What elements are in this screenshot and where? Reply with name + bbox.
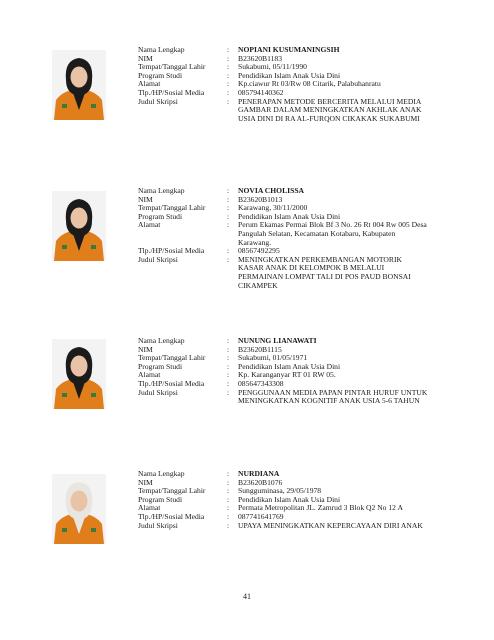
student-photo [52,339,106,409]
student-name: NUNUNG LIANAWATI [238,336,317,345]
colon: : [227,520,230,530]
student-photo [52,474,106,544]
student-info [138,470,428,530]
ttl-label: Tempat/Tanggal Lahir [138,353,206,363]
alamat-label: Alamat [138,370,161,380]
nim-label: NIM [138,344,153,354]
prodi-value: Pendidikan Islam Anak Usia Dini [238,361,341,371]
colon: : [227,486,230,496]
student-photo [52,191,106,261]
ttl-label: Tempat/Tanggal Lahir [138,203,206,213]
alamat-label: Alamat [138,79,161,89]
colon: : [227,53,230,63]
ttl-value: Sungguminasa, 29/05/1978 [238,486,322,496]
judul-label: Judul Skripsi [138,520,178,530]
colon: : [227,96,230,106]
nim-label: NIM [138,194,153,204]
colon: : [227,70,230,80]
alamat-value: Kp.ciawur Rt 03/Rw 08 Citarik, Palabuhanratu [238,79,381,89]
colon: : [227,494,230,504]
ttl-value: Sukabumi, 05/11/1990 [238,62,307,72]
name-row [138,187,428,196]
judul-value: PENERAPAN METODE BERCERITA MELALUI MEDIA GAMBAR DALAM MENINGKATKAN AKHLAK ANAK USIA DINI DI RA AL-FURQON CIKAKAK SUKABUMI [238,96,422,123]
prodi-label: Program Studi [138,70,183,80]
nim-label: NIM [138,477,153,487]
colon: : [227,344,230,354]
nim-value: B23620B1183 [238,53,283,63]
colon: : [227,370,230,380]
prodi-value: Pendidikan Islam Anak Usia Dini [238,211,341,221]
judul-value: PENGGUNAAN MEDIA PAPAN PINTAR HURUF UNTUK MENINGKATKAN KOGNITIF ANAK USIA 5-6 TAHUN [238,387,428,406]
judul-label: Judul Skripsi [138,254,178,264]
prodi-label: Program Studi [138,361,183,371]
name-label: Nama Lengkap [138,469,185,478]
tlp-label: Tlp./HP/Sosial Media [138,378,205,388]
colon: : [227,87,230,97]
judul-row [138,98,428,124]
nim-label: NIM [138,53,153,63]
nim-value: B23620B1013 [238,194,283,204]
colon: : [227,503,230,513]
judul-value: UPAYA MENINGKATKAN KEPERCAYAAN DIRI ANAK [238,520,423,530]
name-row [138,470,428,479]
colon: : [227,194,230,204]
nim-value: B23620B1076 [238,477,283,487]
student-name: NOPIANI KUSUMANINGSIH [238,45,340,54]
judul-label: Judul Skripsi [138,96,178,106]
nim-value: B23620B1115 [238,344,282,354]
alamat-value: Permata Metropolitan JL. Zamrud 3 Blok Q2 No 12 A [238,503,403,513]
alamat-row [138,221,428,247]
colon: : [227,45,230,54]
tlp-value: 085794140362 [238,87,284,97]
colon: : [227,361,230,371]
judul-label: Judul Skripsi [138,387,178,397]
prodi-label: Program Studi [138,494,183,504]
colon: : [227,254,230,264]
judul-row [138,522,428,531]
name-label: Nama Lengkap [138,45,185,54]
alamat-label: Alamat [138,220,161,230]
student-info [138,46,428,123]
colon: : [227,511,230,521]
ttl-label: Tempat/Tanggal Lahir [138,486,206,496]
tlp-value: 087741641769 [238,511,284,521]
colon: : [227,62,230,72]
colon: : [227,477,230,487]
ttl-value: Sukabumi, 01/05/1971 [238,353,308,363]
colon: : [227,79,230,89]
prodi-value: Pendidikan Islam Anak Usia Dini [238,70,341,80]
student-name: NOVIA CHOLISSA [238,186,305,195]
judul-row [138,389,428,406]
prodi-value: Pendidikan Islam Anak Usia Dini [238,494,341,504]
student-photo [52,50,106,120]
prodi-label: Program Studi [138,211,183,221]
colon: : [227,336,230,345]
name-label: Nama Lengkap [138,186,185,195]
colon: : [227,387,230,397]
tlp-label: Tlp./HP/Sosial Media [138,246,205,256]
student-name: NURDIANA [238,469,280,478]
judul-value: MENINGKATKAN PERKEMBANGAN MOTORIK KASAR ANAK DI KELOMPOK B MELALUI PERMAINAN LOMPAT TALI DI POS PAUD BONSAI CIKAMPEK [238,254,411,290]
student-info [138,337,428,406]
judul-row [138,256,428,290]
name-row [138,46,428,55]
colon: : [227,246,230,256]
student-info [138,187,428,290]
tlp-label: Tlp./HP/Sosial Media [138,87,205,97]
tlp-value: 08567492295 [238,246,280,256]
colon: : [227,220,230,230]
alamat-value: Kp. Karanganyar RT 01 RW 05. [238,370,336,380]
alamat-value: Perum Ekamas Permai Blok Bf 3 No. 26 Rt 004 Rw 005 Desa Pangulah Selatan, Kecamatan Kotabaru, Kabupaten Karawang. [238,220,427,247]
colon: : [227,186,230,195]
page-number: 41 [243,592,251,601]
colon: : [227,378,230,388]
colon: : [227,469,230,478]
name-row [138,337,428,346]
alamat-label: Alamat [138,503,161,513]
ttl-value: Karawang, 30/11/2000 [238,203,308,213]
tlp-label: Tlp./HP/Sosial Media [138,511,205,521]
colon: : [227,203,230,213]
colon: : [227,211,230,221]
ttl-label: Tempat/Tanggal Lahir [138,62,206,72]
tlp-value: 085647343308 [238,378,284,388]
name-label: Nama Lengkap [138,336,185,345]
colon: : [227,353,230,363]
